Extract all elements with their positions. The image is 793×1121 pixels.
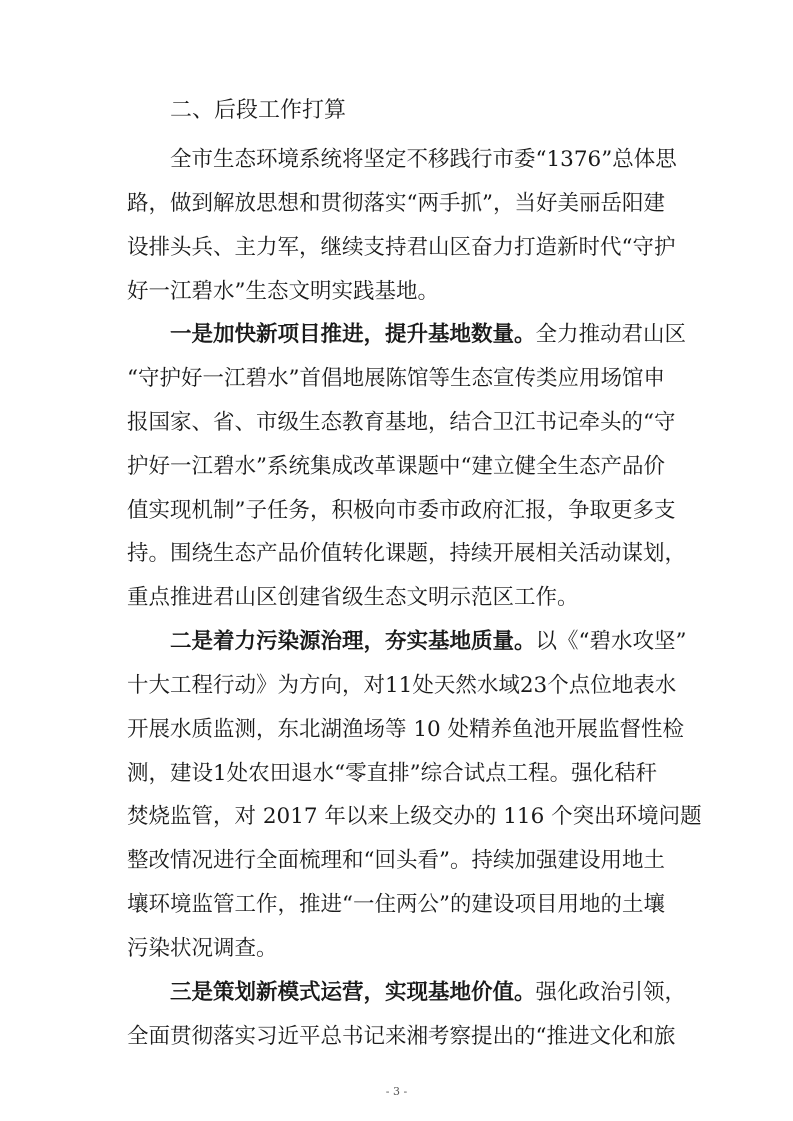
section-heading: 二、后段工作打算 <box>170 98 347 123</box>
paragraph-line: 焚烧监管，对 2017 年以来上级交办的 116 个突出环境问题 <box>127 804 702 829</box>
paragraph-line: 开展水质监测，东北湖渔场等 10 处精养鱼池开展监督性检 <box>127 717 685 742</box>
paragraph-line: 护好一江碧水”系统集成改革课题中“建立健全生态产品价 <box>127 454 665 479</box>
paragraph-line: 设排头兵、主力军，继续支持君山区奋力打造新时代“守护 <box>127 235 676 260</box>
paragraph-line: 壤环境监管工作，推进“一住两公”的建设项目用地的土壤 <box>127 892 665 917</box>
page-number: - 3 - <box>385 1085 408 1098</box>
paragraph-line: 污染状况调查。 <box>127 936 278 961</box>
paragraph-line: 全市生态环境系统将坚定不移践行市委“1376”总体思 <box>170 147 677 172</box>
paragraph-line: 路，做到解放思想和贯彻落实“两手抓”，当好美丽岳阳建 <box>127 191 665 216</box>
paragraph-lead: 一是加快新项目推进，提升基地数量。 <box>170 322 536 347</box>
paragraph-lead: 二是着力污染源治理，夯实基地质量。 <box>170 629 536 654</box>
paragraph-line: 报国家、省、市级生态教育基地，结合卫江书记牵头的“守 <box>127 410 676 435</box>
paragraph-first-line <box>170 321 687 349</box>
paragraph-line: “守护好一江碧水”首倡地展陈馆等生态宣传类应用场馆申 <box>127 366 665 391</box>
paragraph-text: 强化政治引领， <box>535 980 687 1005</box>
paragraph-text: 以《“碧水攻坚” <box>535 629 687 654</box>
paragraph-line: 重点推进君山区创建省级生态文明示范区工作。 <box>127 585 579 610</box>
paragraph-text: 全力推动君山区 <box>535 322 687 347</box>
paragraph-line: 好一江碧水”生态文明实践基地。 <box>127 279 439 304</box>
paragraph-line: 持。围绕生态产品价值转化课题，持续开展相关活动谋划， <box>127 541 687 566</box>
paragraph-first-line <box>170 628 687 656</box>
paragraph-line: 全面贯彻落实习近平总书记来湘考察提出的“推进文化和旅 <box>127 1024 676 1049</box>
paragraph-line: 整改情况进行全面梳理和“回头看”。持续加强建设用地土 <box>127 848 665 873</box>
paragraph-first-line <box>170 979 687 1007</box>
paragraph-line: 测，建设1处农田退水“零直排”综合试点工程。强化秸秆 <box>127 761 658 786</box>
paragraph-line: 十大工程行动》为方向，对11处天然水域23个点位地表水 <box>127 673 677 698</box>
paragraph-lead: 三是策划新模式运营，实现基地价值。 <box>170 980 536 1005</box>
paragraph-line: 值实现机制”子任务，积极向市委市政府汇报，争取更多支 <box>127 498 676 523</box>
